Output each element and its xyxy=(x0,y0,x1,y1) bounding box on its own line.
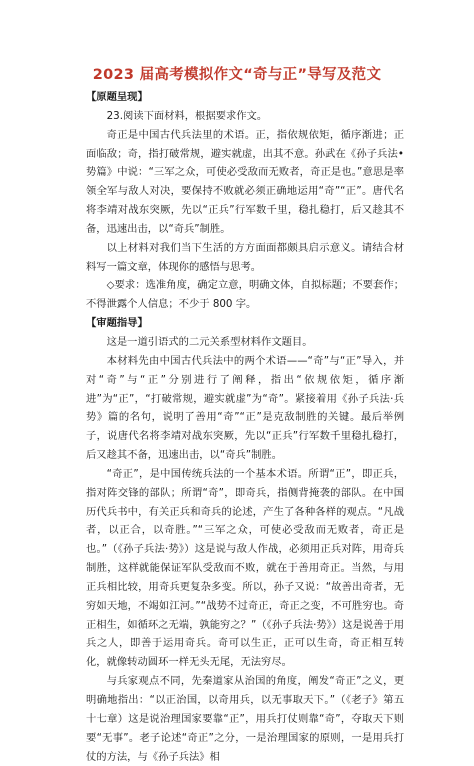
guidance-paragraph: “奇正”，是中国传统兵法的一个基本术语。所谓“正”，即正兵，指对阵交锋的部队；所谓“奇”，即奇兵，指侧背掩袭的部队。在中国历代兵书中，有关正兵和奇兵的论述，产生了各种各样的观点。“凡战者，以正合，以奇胜。”“三军之众，可使必受敌而无败者，奇正是也。”（《孙子兵法·势》）这是说与敌人作战，必须用正兵对阵，用奇兵制胜，这样就能保证军队受敌而不败，就在于善用奇正。当然，与用正兵相比较，用奇兵更复杂多变。所以，孙子又说：“故善出奇者，无穷如天地，不竭如江河。”“战势不过奇正，奇正之变，不可胜穷也。奇正相生，如循环之无端，孰能穷之？”（《孙子兵法·势》）这是说善于用兵之人，即善于运用奇兵。奇可以生正，正可以生奇，奇正相互转化，就像转动圆环一样无头无尾，无法穷尽。 xyxy=(86,467,404,669)
requirements: ◇要求：选准角度，确定立意，明确文体，自拟标题；不要套作；不得泄露个人信息；不少于 800 字。 xyxy=(86,279,404,311)
document-title: 2023 届高考模拟作文“奇与正”导写及范文 xyxy=(92,67,382,83)
material-prompt: 以上材料对我们当下生活的方方面面都颇具启示意义。请结合材料写一篇文章，体现你的感悟与思考。 xyxy=(86,241,404,273)
section-heading-original-question: 【原题呈现】 xyxy=(86,91,148,103)
material-paragraph: 奇正是中国古代兵法里的术语。正，指依规依矩，循序渐进；正面临敌；奇，指打破常规，避实就虚，出其不意。孙武在《孙子兵法•势篇》中说：“三军之众，可使必受敌而无败者，奇正是也。”意思是率领全军与敌人对决，要保持不败就必须正确地运用“奇”“正”。唐代名将李靖对战东突厥，先以“正兵”行军数千里，稳扎稳打，后又趁其不备，迅速出击，以“奇兵”制胜。 xyxy=(86,128,404,235)
section-heading-guidance: 【审题指导】 xyxy=(86,317,148,330)
guidance-intro: 这是一道引语式的二元关系型材料作文题目。 xyxy=(106,335,313,348)
guidance-paragraph: 本材料先由中国古代兵法中的两个术语——“奇”与“正”导入，并对“奇”与“正”分别进行了阐释，指出“依规依矩，循序渐进”为“正”，“打破常规，避实就虚”为“奇”。紧接着用《孙子兵法·兵势》篇的名句，说明了善用“奇”“正”是克敌制胜的关键。最后举例子，说唐代名将李靖对战东突厥，先以“正兵”行军数千里稳扎稳打，后又趁其不备，迅速出击，以“奇兵”制胜。 xyxy=(86,354,404,462)
guidance-paragraph: 与兵家观点不同，先秦道家从治国的角度，阐发“奇正”之义，更明确地指出：“以正治国，以奇用兵，以无事取天下。”（《老子》第五十七章）这是说治理国家要靠“正”，用兵打仗则靠“奇”，夺取天下则要“无事”。老子论述“奇正”之分，一是治理国家的原则，一是用兵打仗的方法，与《孙子兵法》相 xyxy=(86,675,404,763)
document-body xyxy=(86,88,404,766)
question-instruction: 23.阅读下面材料，根据要求作文。 xyxy=(106,109,268,122)
